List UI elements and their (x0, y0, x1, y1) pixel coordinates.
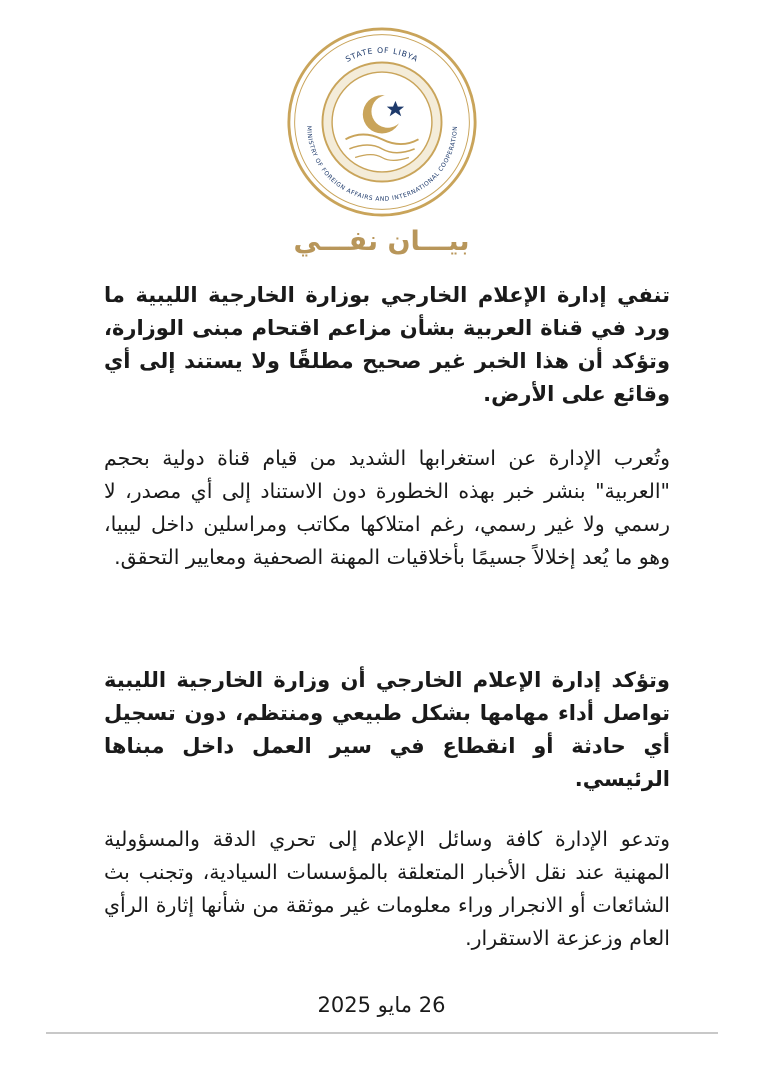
ministry-emblem (286, 26, 478, 218)
paragraph-2: وتُعرب الإدارة عن استغرابها الشديد من قيام قناة دولية بحجم "العربية" بنشر خبر بهذه الخطورة دون الاستناد إلى أي مصدر، لا رسمي ولا غير رسمي، رغم امتلاكها مكاتب ومراسلين داخل ليبيا، وهو ما يُعد إخلالاً جسيمًا بأخلاقيات المهنة الصحفية ومعايير التحقق. (104, 446, 670, 569)
emblem-seal-icon (286, 26, 478, 218)
statement-title (0, 226, 763, 257)
footer-divider (46, 1032, 718, 1034)
paragraph-4: وتدعو الإدارة كافة وسائل الإعلام إلى تحري الدقة والمسؤولية المهنية عند نقل الأخبار المتعلقة بالمؤسسات السيادية، وتجنب بث الشائعات أو الانجرار وراء معلومات غير موثقة من شأنها إثارة الرأي العام وزعزعة الاستقرار. (104, 827, 670, 950)
paragraph-3: وتؤكد إدارة الإعلام الخارجي أن وزارة الخارجية الليبية تواصل أداء مهامها بشكل طبيعي ومنتظم، دون تسجيل أي حادثة أو انقطاع في سير العمل داخل مبناها الرئيسي. (104, 668, 670, 791)
statement-date: 26 مايو 2025 (317, 993, 446, 1017)
emblem-ring-bottom-text: MINISTRY OF FOREIGN AFFAIRS AND INTERNATIONAL COOPERATION (305, 125, 459, 203)
paragraph-1: تنفي إدارة الإعلام الخارجي بوزارة الخارجية الليبية ما ورد في قناة العربية بشأن مزاعم اقتحام مبنى الوزارة، وتؤكد أن هذا الخبر غير صحيح مطلقًا ولا يستند إلى أي وقائع على الأرض. (104, 283, 670, 406)
emblem-ring-top-text: STATE OF LIBYA (343, 45, 420, 64)
statement-title-text: بيـــان نفـــي (293, 226, 470, 257)
